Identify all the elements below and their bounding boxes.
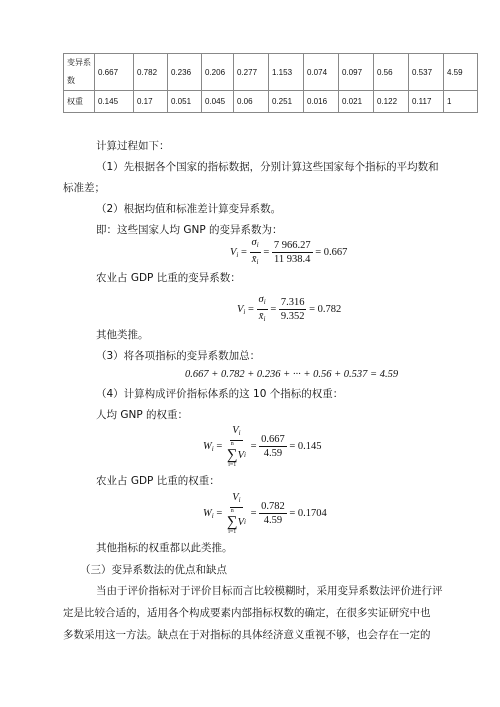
row-label: 变异系数 xyxy=(64,54,95,91)
sum-lower: i=1 xyxy=(228,462,237,468)
formula-value-numerator: 7.316 xyxy=(280,297,305,308)
formula-lhs-sub: i xyxy=(243,307,246,316)
table-cell: 0.145 xyxy=(95,91,134,113)
coefficient-table xyxy=(63,53,478,113)
formula-numerator-sub: i xyxy=(238,429,241,437)
step1-line1: （1）先根据各个国家的指标数据，分别计算这些国家每个指标的平均数和 xyxy=(96,161,439,173)
paragraph-line-3: 多数采用这一方法。缺点在于对指标的具体经济意义重视不够，也会存在一定的 xyxy=(63,629,431,641)
formula-value-numerator: 7 966.27 xyxy=(273,240,311,251)
calc-intro: 计算过程如下： xyxy=(96,140,170,152)
formula-agri-cv: $V_i$ = $\frac{\sigma_i}{x̄_i}$ = $\frac{7.316}{9.352}$ = 0.782 xyxy=(237,293,341,326)
formula-numerator: σ xyxy=(251,237,257,248)
formula-value-denominator: 11 938.4 xyxy=(274,254,311,265)
formula-result: = 0.667 xyxy=(315,246,348,258)
table-cell: 0.17 xyxy=(134,91,168,113)
section-title: （三）变异系数法的优点和缺点 xyxy=(80,564,227,576)
sum-symbol: n ∑ i=1 xyxy=(226,508,238,535)
sum-variable-sub: i xyxy=(244,450,246,459)
formula-lhs-sub: i xyxy=(211,444,214,453)
formula-result: = 0.145 xyxy=(289,440,322,452)
table-cell: 1 xyxy=(444,91,478,113)
formula-fraction xyxy=(250,236,261,269)
row-label: 权重 xyxy=(64,91,95,113)
formula-denominator-sub: i xyxy=(263,315,266,323)
formula-lhs: W xyxy=(203,507,212,519)
formula-denominator: x̄ xyxy=(251,254,257,265)
formula-value-fraction xyxy=(259,500,287,527)
formula-numerator: V xyxy=(232,492,239,503)
table-cell: 0.667 xyxy=(95,54,134,91)
paragraph-line-2: 定是比较合适的，适用各个构成要素内部指标权数的确定，在很多实证研究中也 xyxy=(63,607,431,619)
formula-value-denominator: 4.59 xyxy=(263,448,283,459)
sum-symbol: n ∑ i=1 xyxy=(226,441,238,468)
formula-numerator-sub: i xyxy=(256,241,259,249)
table-cell: 0.117 xyxy=(409,91,444,113)
table-cell: 0.045 xyxy=(202,91,234,113)
sum-variable-sub: i xyxy=(244,517,246,526)
formula-numerator: σ xyxy=(258,294,264,305)
formula-denominator: x̄ xyxy=(258,311,264,322)
formula-value-fraction xyxy=(279,296,307,323)
table-row xyxy=(64,91,478,113)
formula-lhs: V xyxy=(237,303,244,315)
sum-lower: i=1 xyxy=(228,529,237,535)
table-cell: 0.782 xyxy=(134,54,168,91)
formula-value-numerator: 0.667 xyxy=(261,434,285,445)
table-cell: 0.074 xyxy=(304,54,339,91)
formula-value-fraction xyxy=(272,239,313,266)
formula-result: = 0.782 xyxy=(309,303,342,315)
gnp-weight-intro: 人均 GNP 的权重： xyxy=(96,409,188,421)
formula-lhs-sub: i xyxy=(236,250,239,259)
table-cell: 0.56 xyxy=(374,54,409,91)
others-similar: 其他类推。 xyxy=(96,329,149,341)
sum-upper: n xyxy=(230,508,234,514)
gnp-cv-intro: 即：这些国家人均 GNP 的变异系数为： xyxy=(96,224,283,236)
formula-value-denominator: 9.352 xyxy=(280,311,305,322)
table-cell: 0.251 xyxy=(269,91,304,113)
formula-numerator-sub: i xyxy=(263,298,266,306)
table-cell: 0.277 xyxy=(234,54,269,91)
table-cell: 0.097 xyxy=(339,54,374,91)
table-cell: 0.016 xyxy=(304,91,339,113)
agri-weight-intro: 农业占 GDP 比重的权重： xyxy=(96,475,220,487)
sum-variable: V xyxy=(237,449,244,461)
formula-value-fraction xyxy=(259,433,287,460)
formula-sum: 0.667 + 0.782 + 0.236 + ··· + 0.56 + 0.537 = 4.59 xyxy=(185,369,399,380)
formula-lhs: W xyxy=(203,440,212,452)
formula-value-numerator: 0.782 xyxy=(261,501,285,512)
formula-denominator-sub: i xyxy=(256,258,259,266)
sum-upper: n xyxy=(230,441,234,447)
formula-lhs: V xyxy=(230,246,237,258)
formula-numerator-sub: i xyxy=(238,496,241,504)
formula-gnp-weight: $W_i$ = $V_i$ n ∑ i=1 V i = $\frac{0.667}{4.59}$ = 0.145 xyxy=(203,425,322,468)
sum-variable: V xyxy=(237,516,244,528)
step2: （2）根据均值和标准差计算变异系数。 xyxy=(96,203,282,215)
formula-agri-weight: $W_i$ = $V_i$ n ∑ i=1 V i = $\frac{0.782}{4.59}$ = 0.1704 xyxy=(203,492,327,535)
table-cell: 0.021 xyxy=(339,91,374,113)
formula-gnp-cv: $V_i$ = $\frac{\sigma_i}{x̄_i}$ = $\frac{7 966.27}{11 938.4}$ = 0.667 xyxy=(230,236,347,269)
formula-result: = 0.1704 xyxy=(289,507,327,519)
step3: （3）将各项指标的变异系数加总： xyxy=(96,350,261,362)
table-cell: 0.206 xyxy=(202,54,234,91)
table-row xyxy=(64,54,478,91)
agri-cv-intro: 农业占 GDP 比重的变异系数： xyxy=(96,272,241,284)
formula-numerator: V xyxy=(232,425,239,436)
table-cell: 0.236 xyxy=(168,54,202,91)
table-cell: 1.153 xyxy=(269,54,304,91)
step1-line2: 标准差； xyxy=(63,182,105,194)
formula-fraction xyxy=(257,293,268,326)
others-weight: 其他指标的权重都以此类推。 xyxy=(96,542,233,554)
table-cell: 4.59 xyxy=(444,54,478,91)
formula-fraction xyxy=(225,424,248,469)
paragraph-line-1: 当由于评价指标对于评价目标而言比较模糊时，采用变异系数法评价进行评 xyxy=(96,585,443,597)
table-cell: 0.537 xyxy=(409,54,444,91)
formula-value-denominator: 4.59 xyxy=(263,515,283,526)
formula-lhs-sub: i xyxy=(211,511,214,520)
step4: （4）计算构成评价指标体系的这 10 个指标的权重： xyxy=(96,388,344,400)
table-cell: 0.06 xyxy=(234,91,269,113)
table-cell: 0.051 xyxy=(168,91,202,113)
table-cell: 0.122 xyxy=(374,91,409,113)
formula-fraction xyxy=(225,491,248,536)
